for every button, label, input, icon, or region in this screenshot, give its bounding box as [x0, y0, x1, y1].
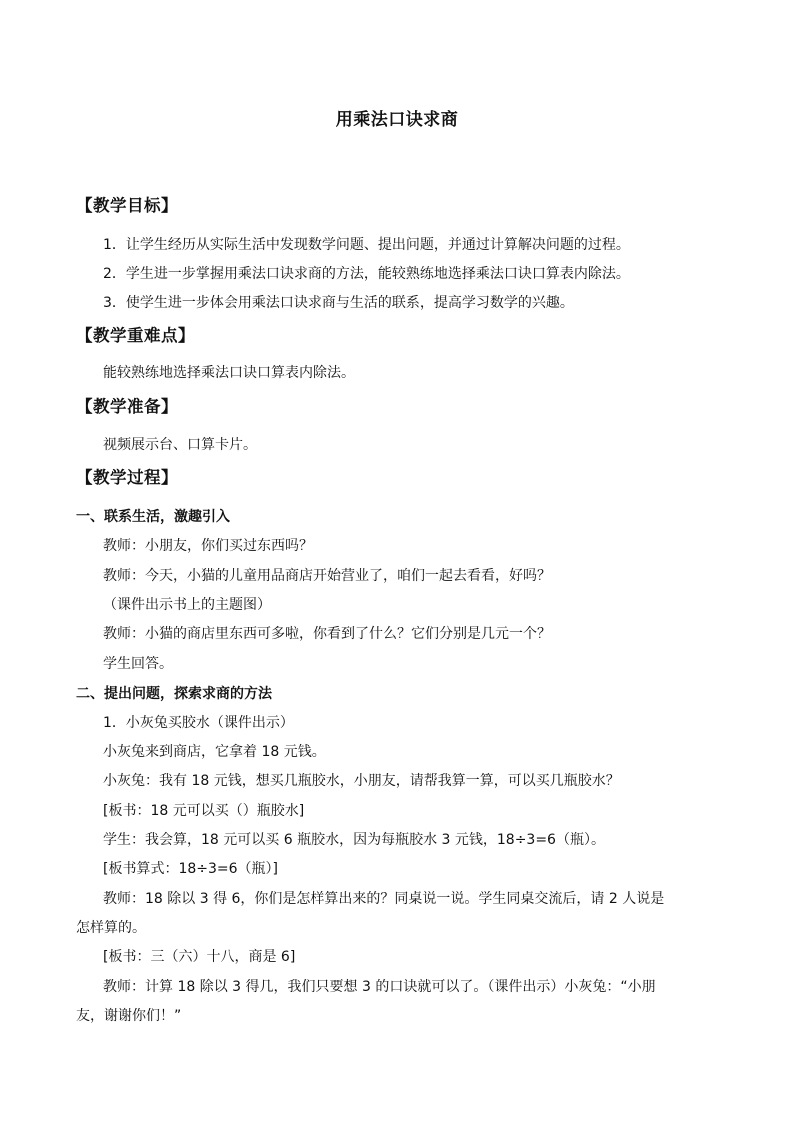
preparation-text: 视频展示台、口算卡片。: [103, 437, 257, 453]
process-part2-line: [板书算式：18÷3=6（瓶）]: [103, 861, 279, 877]
process-part1-line: 学生回答。: [103, 656, 173, 672]
process-part1-line: 教师：今天，小猫的儿童用品商店开始营业了，咱们一起去看看，好吗？: [103, 568, 551, 584]
process-part2-line: 教师：18 除以 3 得 6，你们是怎样算出来的？同桌说一说。学生同桌交流后，请 2 人说是: [103, 891, 665, 907]
preparation-heading: 【教学准备】: [76, 397, 178, 416]
process-part1-line: 教师：小猫的商店里东西可多啦，你看到了什么？它们分别是几元一个？: [103, 626, 551, 642]
goal-item-3: 3．使学生进一步体会用乘法口诀求商与生活的联系，提高学习数学的兴趣。: [103, 295, 574, 311]
process-part2-line: 小灰兔来到商店，它拿着 18 元钱。: [103, 744, 326, 760]
process-part2-line: 友，谢谢你们！”: [76, 1008, 182, 1024]
goal-item-2: 2．学生进一步掌握用乘法口诀求商的方法，能较熟练地选择乘法口诀口算表内除法。: [103, 266, 630, 282]
process-part1-line: 教师：小朋友，你们买过东西吗？: [103, 538, 313, 554]
process-part2-line: 小灰兔：我有 18 元钱，想买几瓶胶水，小朋友，请帮我算一算，可以买几瓶胶水？: [103, 773, 620, 789]
process-heading: 【教学过程】: [76, 468, 178, 487]
process-part1-line: （课件出示书上的主题图）: [103, 597, 271, 613]
process-part2-line: 1．小灰兔买胶水（课件出示）: [103, 715, 294, 731]
process-part2-line: 教师：计算 18 除以 3 得几，我们只要想 3 的口诀就可以了。（课件出示）小灰兔：“小朋: [103, 979, 656, 995]
process-part2-line: [板书：三（六）十八，商是 6]: [103, 949, 296, 965]
process-part2-line: 怎样算的。: [76, 920, 146, 936]
process-part2-line: [板书：18 元可以买（）瓶胶水]: [103, 803, 305, 819]
keypoints-text: 能较熟练地选择乘法口诀口算表内除法。: [103, 365, 355, 381]
process-part2-heading: 二、提出问题，探索求商的方法: [76, 686, 272, 702]
process-part2-line: 学生：我会算，18 元可以买 6 瓶胶水，因为每瓶胶水 3 元钱，18÷3=6（瓶）。: [103, 832, 605, 848]
goal-item-1: 1．让学生经历从实际生活中发现数学问题、提出问题，并通过计算解决问题的过程。: [103, 237, 630, 253]
document-title: 用乘法口诀求商: [335, 110, 459, 130]
goals-heading: 【教学目标】: [76, 196, 178, 215]
process-part1-heading: 一、联系生活，激趣引入: [76, 509, 230, 525]
keypoints-heading: 【教学重难点】: [76, 326, 195, 345]
